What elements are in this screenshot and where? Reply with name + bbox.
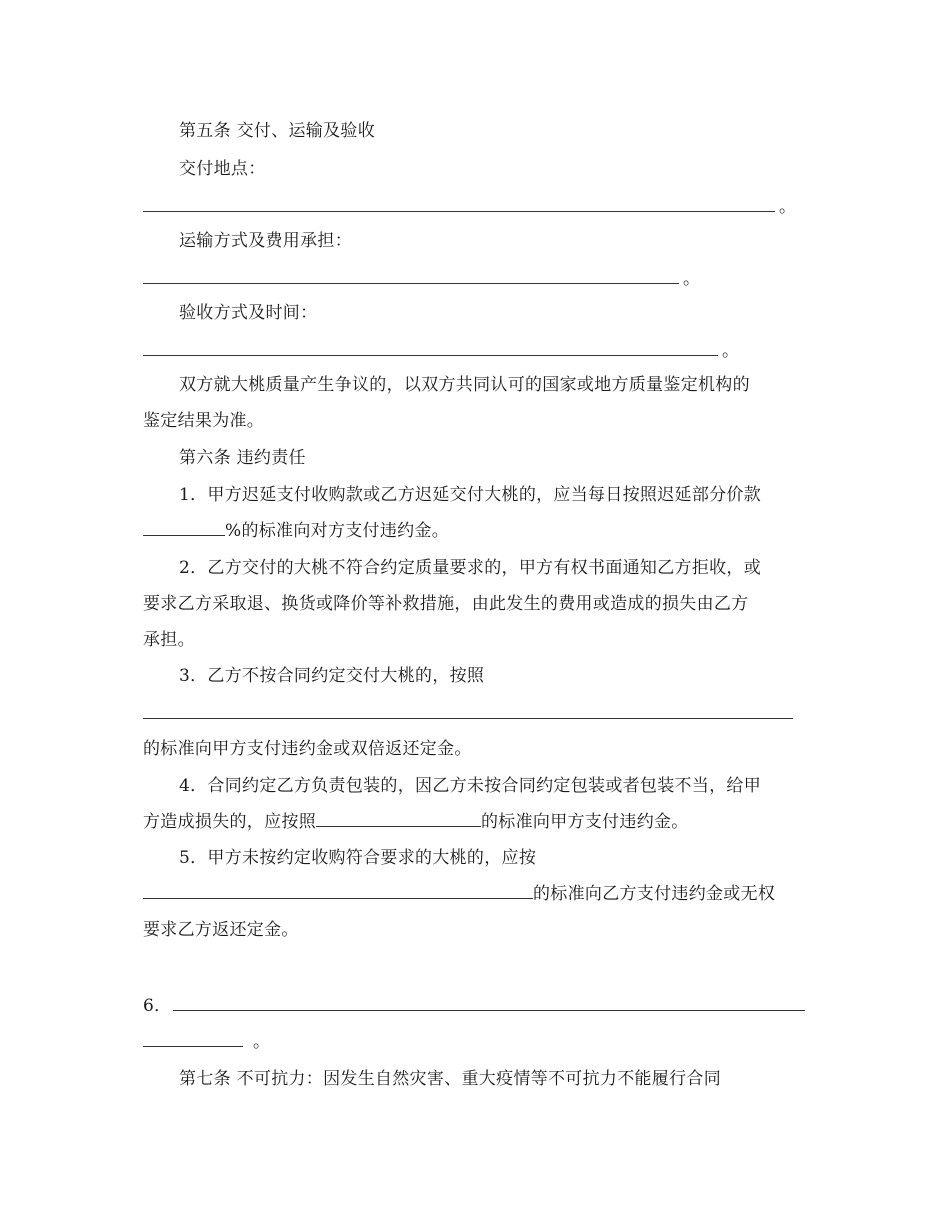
- item-4-line-2-prefix: 方造成损失的，应按照: [143, 812, 316, 832]
- item-2-line-3: 承担。: [143, 630, 195, 650]
- item-4-line-2-suffix: 的标准向甲方支付违约金。: [481, 812, 689, 832]
- item-2-line-2: 要求乙方采取退、换货或降价等补救措施，由此发生的费用或造成的损失由乙方: [143, 594, 749, 614]
- dispute-paragraph-line-2: 鉴定结果为准。: [143, 411, 265, 431]
- period: 。: [253, 1032, 271, 1052]
- item-6-blank: [173, 996, 805, 1011]
- item-3-field-row: [143, 703, 793, 725]
- article-5-heading: 第五条 交付、运输及验收: [179, 121, 376, 141]
- period: 。: [779, 197, 797, 217]
- article-7-line-1: 第七条 不可抗力：因发生自然灾害、重大疫情等不可抗力不能履行合同: [179, 1069, 722, 1089]
- item-4-blank: [316, 812, 481, 827]
- item-1-line-1: 1．甲方迟延支付收购款或乙方迟延交付大桃的，应当每日按照迟延部分价款: [179, 485, 762, 505]
- period: 。: [722, 341, 740, 361]
- item-3-blank: [143, 704, 793, 719]
- item-6-line-2: [143, 1031, 270, 1053]
- dispute-paragraph-line-1: 双方就大桃质量产生争议的，以双方共同认可的国家或地方质量鉴定机构的: [179, 375, 750, 395]
- inspection-field-row: [143, 340, 739, 362]
- inspection-blank: [143, 341, 718, 356]
- transport-label: 运输方式及费用承担：: [179, 231, 352, 251]
- delivery-place-field-row: [143, 196, 796, 218]
- item-4-line-2: [143, 811, 689, 833]
- delivery-place-label: 交付地点：: [179, 159, 266, 179]
- item-6-line-1: [143, 995, 805, 1017]
- item-5-line-2-suffix: 的标准向乙方支付违约金或无权: [533, 884, 776, 904]
- inspection-label: 验收方式及时间：: [179, 303, 318, 323]
- item-3-line-3: 的标准向甲方支付违约金或双倍返还定金。: [143, 739, 472, 759]
- item-1-line-2-text: %的标准向对方支付违约金。: [225, 521, 450, 541]
- transport-blank: [143, 269, 679, 284]
- article-6-heading: 第六条 违约责任: [179, 448, 306, 468]
- item-6-number: 6．: [143, 996, 172, 1016]
- item-5-blank: [143, 884, 533, 899]
- item-5-line-2: [143, 883, 775, 905]
- item-4-line-1: 4．合同约定乙方负责包装的，因乙方未按合同约定包装或者包装不当，给甲: [179, 776, 762, 796]
- penalty-rate-blank: [143, 521, 225, 536]
- item-6-blank-continued: [143, 1032, 243, 1047]
- delivery-place-blank: [143, 197, 775, 212]
- item-5-line-1: 5．甲方未按约定收购符合要求的大桃的，应按: [179, 848, 537, 868]
- item-2-line-1: 2．乙方交付的大桃不符合约定质量要求的，甲方有权书面通知乙方拒收，或: [179, 558, 762, 578]
- item-1-line-2: [143, 520, 449, 542]
- transport-field-row: [143, 268, 700, 290]
- period: 。: [683, 269, 701, 289]
- item-3-line-1: 3．乙方不按合同约定交付大桃的，按照: [179, 666, 485, 686]
- item-5-line-3: 要求乙方返还定金。: [143, 920, 299, 940]
